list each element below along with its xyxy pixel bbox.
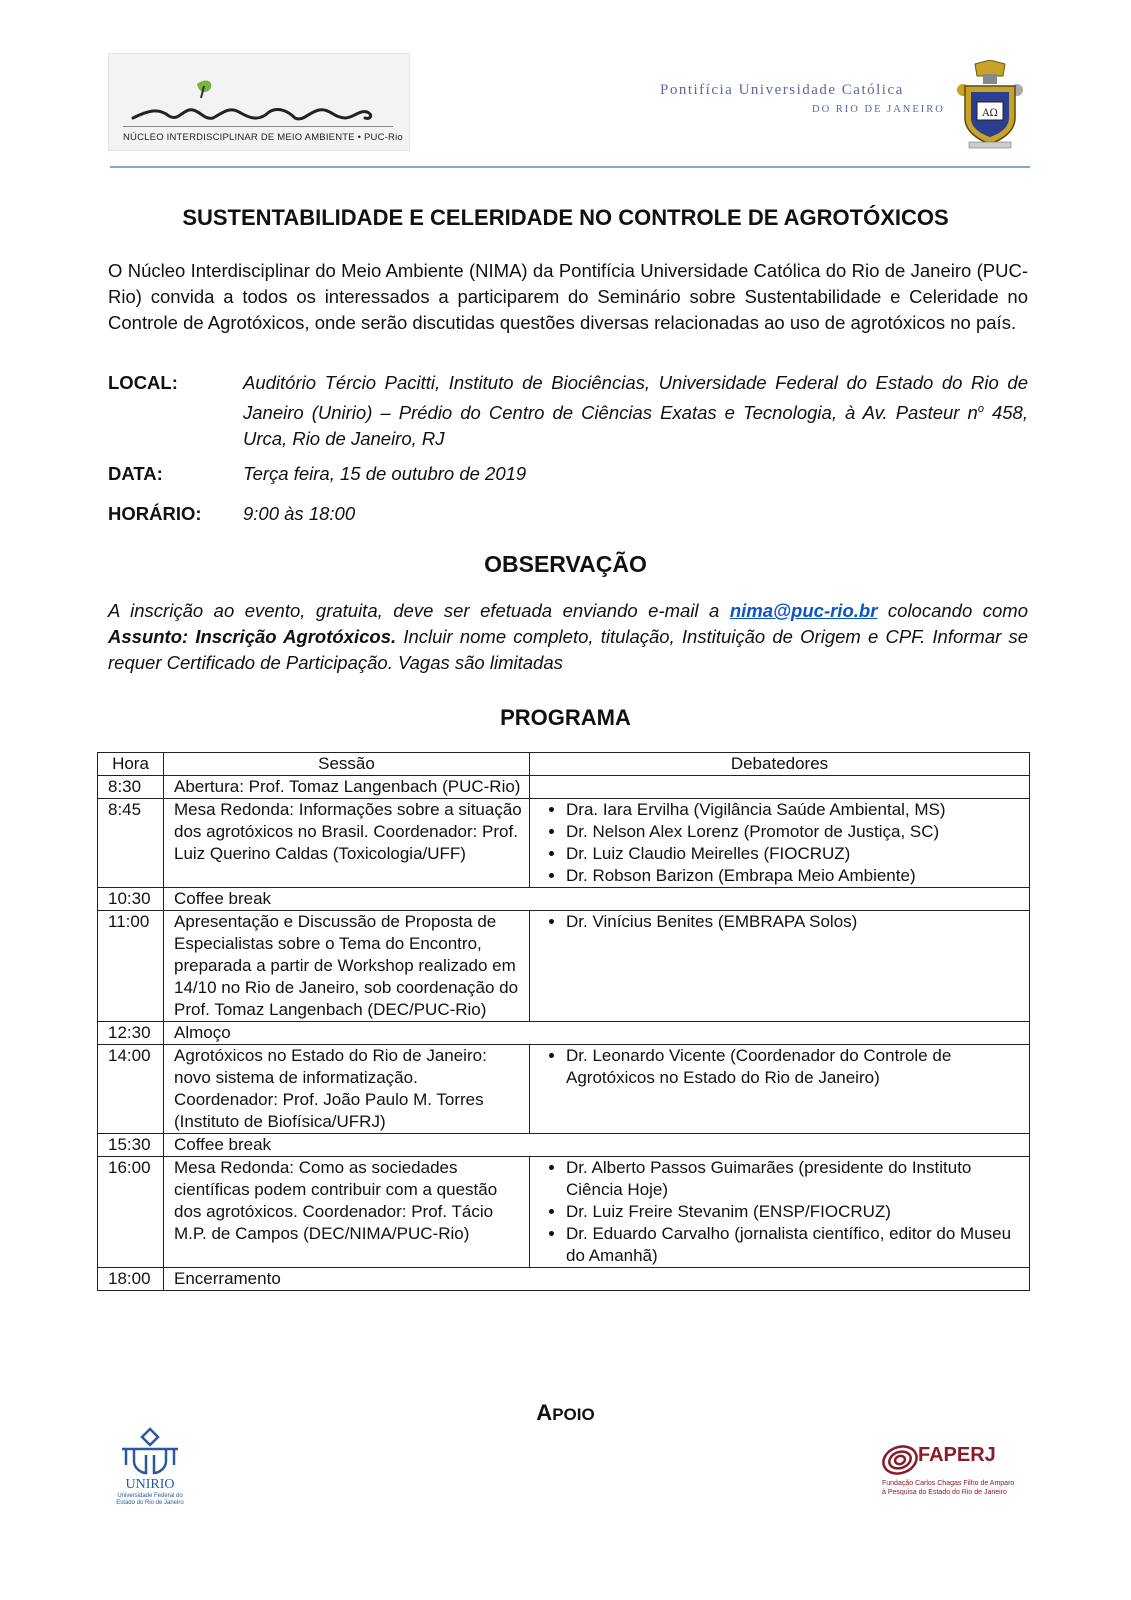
faperj-logo	[880, 1440, 1040, 1500]
nima-divider	[123, 126, 393, 127]
debatedores-cell	[530, 776, 1030, 799]
debatedores-cell	[530, 799, 1030, 888]
table-row	[98, 1134, 1030, 1157]
unirio-sub1: Universidade Federal do	[117, 1493, 183, 1499]
hora-cell: 12:30	[98, 1022, 164, 1045]
unirio-sub2: Estado do Rio de Janeiro	[116, 1500, 184, 1506]
table-row	[98, 888, 1030, 911]
debatedor-item: • Dr. Robson Barizon (Embrapa Meio Ambiente)	[566, 865, 1023, 887]
intro-paragraph: O Núcleo Interdisciplinar do Meio Ambiente (NIMA) da Pontifícia Universidade Católica do Rio de Janeiro (PUC-Rio) convida a todos os interessados a participarem do Seminário sobre Sustentabilidade e Celeridade no Controle de Agrotóxicos, onde serão discutidas questões diversas relacionadas ao uso de agrotóxicos no país.	[108, 260, 1028, 333]
horario-label: HORÁRIO:	[108, 503, 202, 524]
table-row	[98, 776, 1030, 799]
debatedores-list	[540, 1157, 1023, 1267]
debatedor-item: • Dr. Vinícius Benites (EMBRAPA Solos)	[566, 911, 1023, 933]
unirio-logo	[110, 1425, 190, 1515]
hora-cell: 10:30	[98, 888, 164, 911]
local-row	[108, 370, 1028, 450]
faperj-sub1: Fundação Carlos Chagas Filho de Amparo	[882, 1480, 1015, 1487]
data-value: Terça feira, 15 de outubro de 2019	[243, 463, 527, 484]
debatedores-cell	[530, 1157, 1030, 1268]
puc-crest-icon	[955, 60, 1025, 150]
debatedor-item: • Dr. Nelson Alex Lorenz (Promotor de Justiça, SC)	[566, 821, 1023, 843]
subject-text: Assunto: Inscrição Agrotóxicos.	[108, 626, 397, 647]
hora-cell: 16:00	[98, 1157, 164, 1268]
debatedor-item: • Dra. Iara Ervilha (Vigilância Saúde Ambiental, MS)	[566, 799, 1023, 821]
sessao-cell: Agrotóxicos no Estado do Rio de Janeiro: novo sistema de informatização. Coordenador: Prof. João Paulo M. Torres (Instituto de Biofísica/UFRJ)	[164, 1045, 530, 1134]
programa-heading: PROGRAMA	[500, 705, 631, 730]
faperj-name: FAPERJ	[918, 1444, 996, 1466]
horario-row	[108, 501, 1028, 527]
sessao-cell: Abertura: Prof. Tomaz Langenbach (PUC-Rio)	[164, 776, 530, 799]
observacao-heading: OBSERVAÇÃO	[484, 551, 647, 577]
table-row	[98, 1022, 1030, 1045]
svg-text:ΑΩ: ΑΩ	[982, 108, 998, 119]
observacao-text: A inscrição ao evento, gratuita, deve ser efetuada enviando e-mail a nima@puc-rio.br colocando como Assunto: Inscrição Agrotóxicos. Incluir nome completo, titulação, Instituição de Origem e CPF. Informar se requer Certificado de Participação. Vagas são limitadas	[108, 600, 1028, 673]
puc-name: Pontifícia Universidade Católica	[660, 82, 904, 98]
column-header: Hora	[98, 753, 164, 776]
table-row	[98, 799, 1030, 888]
horario-value: 9:00 às 18:00	[243, 503, 356, 524]
table-row	[98, 1045, 1030, 1134]
debatedor-item: • Dr. Luiz Claudio Meirelles (FIOCRUZ)	[566, 843, 1023, 865]
hora-cell: 15:30	[98, 1134, 164, 1157]
column-header: Sessão	[164, 753, 530, 776]
local-value: Auditório Tércio Pacitti, Instituto de Biociências, Universidade Federal do Estado do Rio de Janeiro (Unirio) – Prédio do Centro de Ciências Exatas e Tecnologia, à Av. Pasteur $n^o$ 458, Urca, Rio de Janeiro, RJ	[243, 372, 1028, 450]
puc-logo	[660, 60, 1030, 150]
debatedores-cell	[530, 911, 1030, 1022]
table-header-row	[98, 753, 1030, 776]
hora-cell: 11:00	[98, 911, 164, 1022]
debatedores-list	[540, 799, 1023, 887]
sessao-cell: Apresentação e Discussão de Proposta de Especialistas sobre o Tema do Encontro, preparada a partir de Workshop realizado em 14/10 no Rio de Janeiro, sob coordenação do Prof. Tomaz Langenbach (DEC/PUC-Rio)	[164, 911, 530, 1022]
debatedores-list	[540, 911, 1023, 933]
document-title: SUSTENTABILIDADE E CELERIDADE NO CONTROLE DE AGROTÓXICOS	[182, 205, 949, 230]
puc-subtitle: DO RIO DE JANEIRO	[812, 104, 945, 115]
debatedores-list	[540, 1045, 1023, 1089]
table-row	[98, 1268, 1030, 1291]
hora-cell: 14:00	[98, 1045, 164, 1134]
sessao-cell: Mesa Redonda: Informações sobre a situação dos agrotóxicos no Brasil. Coordenador: Prof. Luiz Querino Caldas (Toxicologia/UFF)	[164, 799, 530, 888]
sessao-cell: Mesa Redonda: Como as sociedades científicas podem contribuir com a questão dos agrotóxicos. Coordenador: Prof. Tácio M.P. de Campos (DEC/NIMA/PUC-Rio)	[164, 1157, 530, 1268]
local-label: LOCAL:	[108, 372, 178, 393]
data-label: DATA:	[108, 463, 163, 484]
unirio-name: UNIRIO	[125, 1477, 175, 1492]
unirio-emblem-icon	[110, 1425, 190, 1477]
debatedor-item: • Dr. Eduardo Carvalho (jornalista científico, editor do Museu do Amanhã)	[566, 1223, 1023, 1267]
hora-cell: 8:45	[98, 799, 164, 888]
apoio-heading: APOIO	[536, 1400, 595, 1425]
sessao-cell: Almoço	[164, 1022, 1030, 1045]
programa-table	[97, 752, 1030, 1291]
table-row	[98, 911, 1030, 1022]
table-row	[98, 1157, 1030, 1268]
sessao-cell: Coffee break	[164, 888, 1030, 911]
sessao-cell: Coffee break	[164, 1134, 1030, 1157]
nima-logo	[108, 53, 410, 151]
hora-cell: 18:00	[98, 1268, 164, 1291]
debatedor-item: • Dr. Alberto Passos Guimarães (presidente do Instituto Ciência Hoje)	[566, 1157, 1023, 1201]
faperj-sub2: à Pesquisa do Estado do Rio de Janeiro	[882, 1489, 1007, 1496]
email-link[interactable]: nima@puc-rio.br	[729, 600, 878, 621]
data-row	[108, 461, 1028, 487]
debatedor-item: • Dr. Luiz Freire Stevanim (ENSP/FIOCRUZ)	[566, 1201, 1023, 1223]
header-divider	[110, 166, 1030, 168]
hora-cell: 8:30	[98, 776, 164, 799]
faperj-swirl-icon	[880, 1440, 920, 1480]
debatedores-cell	[530, 1045, 1030, 1134]
column-header: Debatedores	[530, 753, 1030, 776]
nima-wordmark-icon	[109, 78, 409, 128]
nima-caption: NÚCLEO INTERDISCIPLINAR DE MEIO AMBIENTE • PUC-Rio	[123, 132, 403, 143]
sessao-cell: Encerramento	[164, 1268, 1030, 1291]
debatedor-item: • Dr. Leonardo Vicente (Coordenador do Controle de Agrotóxicos no Estado do Rio de Janeiro)	[566, 1045, 1023, 1089]
